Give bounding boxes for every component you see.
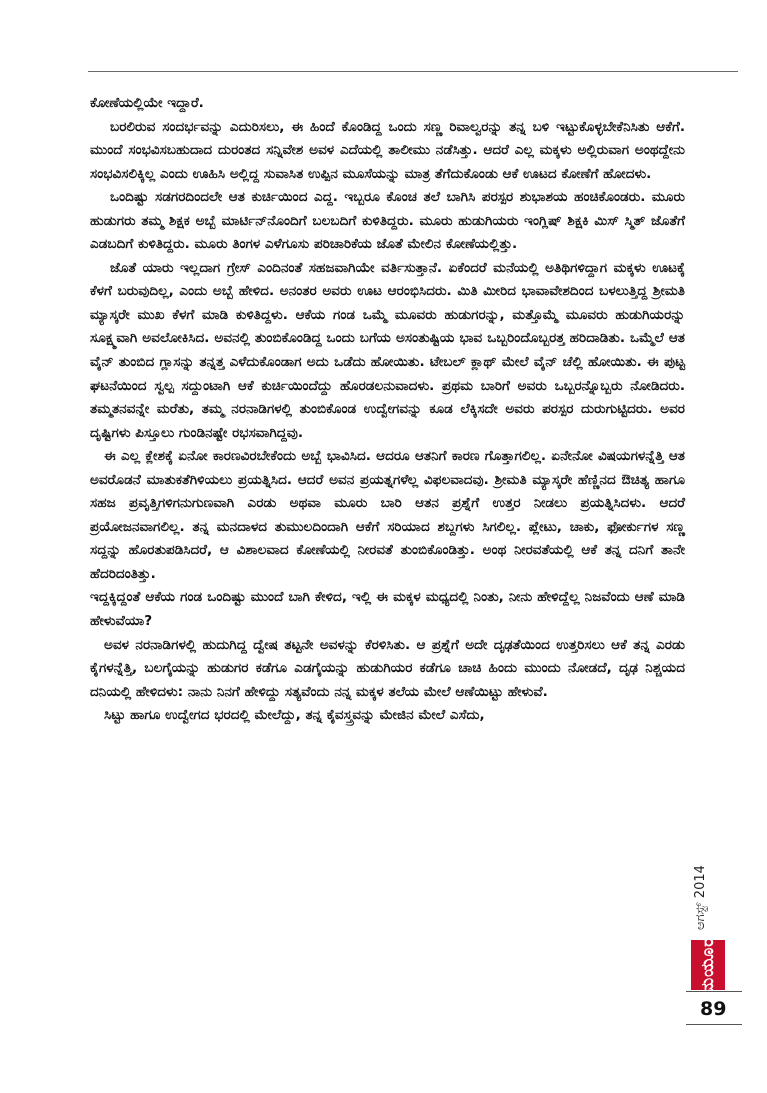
page-number-rule-top [686,991,742,992]
page-number: 89 [700,998,727,1020]
magazine-logo: ಮಯೂರ [691,940,725,990]
page-number-rule-bottom [686,1024,742,1025]
paragraph-4: ಜೊತೆ ಯಾರು ಇಲ್ಲದಾಗ ಗ್ರೇಸ್ ಎಂದಿನಂತೆ ಸಹಜವಾಗಿಯೇ ವರ್ತಿಸುತ್ತಾನೆ. ಏಕೆಂದರೆ ಮನೆಯಲ್ಲಿ ಅತಿಥಿಗಳಿದ್ದಾಗ ಮಕ್ಕಳು ಊಟಕ್ಕೆ ಕೆಳಗೆ ಬರುವುದಿಲ್ಲ, ಎಂದು ಅಬ್ಬೆ ಹೇಳಿದ. ಅನಂತರ ಅವರು ಊಟ ಆರಂಭಿಸಿದರು. ಮಿತಿ ಮೀರಿದ ಭಾವಾವೇಶದಿಂದ ಬಳಲುತ್ತಿದ್ದ ಶ್ರೀಮತಿ ಮ್ಯಾಸ್ಕರೇ ಮುಖ ಕೆಳಗೆ ಮಾಡಿ ಕುಳಿತಿದ್ದಳು. ಆಕೆಯ ಗಂಡ ಒಮ್ಮೆ ಮೂವರು ಹುಡುಗರನ್ನು, ಮತ್ತೊಮ್ಮೆ ಮೂವರು ಹುಡುಗಿಯರನ್ನು ಸೂಕ್ಷ್ಮವಾಗಿ ಅವಲೋಕಿಸಿದ. ಅವನಲ್ಲಿ ತುಂಬಿಕೊಂಡಿದ್ದ ಒಂದು ಬಗೆಯ ಅಸಂತುಷ್ಟಿಯ ಭಾವ ಒಬ್ಬರಿಂದೊಬ್ಬರತ್ತ ಹರಿದಾಡಿತು. ಒಮ್ಮೆಲೆ ಆತ ವೈನ್ ತುಂಬಿದ ಗ್ಲಾಸನ್ನು ತನ್ನತ್ತ ಎಳೆದುಕೊಂಡಾಗ ಅದು ಒಡೆದು ಹೋಯಿತು. ಟೇಬಲ್ ಕ್ಲಾಥ್ ಮೇಲೆ ವೈನ್ ಚೆಲ್ಲಿ ಹೋಯಿತು. ಈ ಪುಟ್ಟ ಘಟನೆಯಿಂದ ಸ್ವಲ್ಪ ಸದ್ದುಂಟಾಗಿ ಆಕೆ ಕುರ್ಚಿಯಿಂದೆದ್ದು ಹೊರಡಲನುವಾದಳು. ಪ್ರಥಮ ಬಾರಿಗೆ ಅವರು ಒಬ್ಬರನ್ನೊಬ್ಬರು ನೋಡಿದರು. ತಮ್ಮತನವನ್ನೇ ಮರೆತು, ತಮ್ಮ ನರನಾಡಿಗಳಲ್ಲಿ ತುಂಬಿಕೊಂಡ ಉದ್ವೇಗವನ್ನು ಕೂಡ ಲೆಕ್ಕಿಸದೇ ಅವರು ಪರಸ್ಪರ ದುರುಗುಟ್ಟಿದರು. ಅವರ ದೃಷ್ಟಿಗಳು ಪಿಸ್ತೂಲು ಗುಂಡಿನಷ್ಟೇ ರಭಸವಾಗಿದ್ದವು. [90,259,685,441]
paragraph-3: ಒಂದಿಷ್ಟು ಸಡಗರದಿಂದಲೇ ಆತ ಕುರ್ಚಿಯಿಂದ ಎದ್ದ. ಇಬ್ಬರೂ ಕೊಂಚ ತಲೆ ಬಾಗಿಸಿ ಪರಸ್ಪರ ಶುಭಾಶಯ ಹಂಚಿಕೊಂಡರು. ಮೂರು ಹುಡುಗರು ತಮ್ಮ ಶಿಕ್ಷಕ ಅಬ್ಬೆ ಮಾರ್ಟಿನ್‌ನೊಂದಿಗೆ ಬಲಬದಿಗೆ ಕುಳಿತಿದ್ದರು. ಮೂರು ಹುಡುಗಿಯರು ಇಂಗ್ಲಿಷ್ ಶಿಕ್ಷಕಿ ಮಿಸ್ ಸ್ಮಿತ್ ಜೊತೆಗೆ ಎಡಬದಿಗೆ ಕುಳಿತಿದ್ದರು. ಮೂರು ತಿಂಗಳ ಎಳೆಗೂಸು ಪರಿಚಾರಿಕೆಯ ಜೊತೆ ಮೇಲಿನ ಕೋಣೆಯಲ್ಲಿತ್ತು. [90,189,685,253]
paragraph-7: ಅವಳ ನರನಾಡಿಗಳಲ್ಲಿ ಹುದುಗಿದ್ದ ದ್ವೇಷ ತಟ್ಟನೇ ಅವಳನ್ನು ಕೆರಳಿಸಿತು. ಆ ಪ್ರಶ್ನೆಗೆ ಅದೇ ದೃಢತೆಯಿಂದ ಉತ್ತರಿಸಲು ಆಕೆ ತನ್ನ ಎರಡು ಕೈಗಳನ್ನೆತ್ತಿ, ಬಲಗೈಯನ್ನು ಹುಡುಗರ ಕಡೆಗೂ ಎಡಗೈಯನ್ನು ಹುಡುಗಿಯರ ಕಡೆಗೂ ಚಾಚಿ ಹಿಂದು ಮುಂದು ನೋಡದೆ, ದೃಢ ನಿಶ್ಚಯದ ದನಿಯಲ್ಲಿ ಹೇಳಿದಳು: ನಾನು ನಿನಗೆ ಹೇಳಿದ್ದು ಸತ್ಯವೆಂದು ನನ್ನ ಮಕ್ಕಳ ತಲೆಯ ಮೇಲೆ ಆಣೆಯಿಟ್ಟು ಹೇಳುವೆ. [90,636,685,700]
paragraph-1: ಕೋಣೆಯಲ್ಲಿಯೇ ಇದ್ದಾರೆ. [90,95,204,111]
article-body [90,92,685,728]
paragraph-6: ಇದ್ದಕ್ಕಿದ್ದಂತೆ ಆಕೆಯ ಗಂಡ ಒಂದಿಷ್ಟು ಮುಂದೆ ಬಾಗಿ ಕೇಳಿದ, ಇಲ್ಲಿ ಈ ಮಕ್ಕಳ ಮಧ್ಯದಲ್ಲಿ ನಿಂತು, ನೀನು ಹೇಳಿದ್ದೆಲ್ಲ ನಿಜವೆಂದು ಆಣೆ ಮಾಡಿ ಹೇಳುವೆಯಾ? [90,589,685,630]
paragraph-8: ಸಿಟ್ಟು ಹಾಗೂ ಉದ್ವೇಗದ ಭರದಲ್ಲಿ ಮೇಲೆದ್ದು, ತನ್ನ ಕೈವಸ್ತ್ರವನ್ನು ಮೇಜಿನ ಮೇಲೆ ಎಸೆದು, [104,707,485,724]
paragraph-5: ಈ ಎಲ್ಲ ಕ್ಲೇಶಕ್ಕೆ ಏನೋ ಕಾರಣವಿರಬೇಕೆಂದು ಅಬ್ಬೆ ಭಾವಿಸಿದ. ಆದರೂ ಆತನಿಗೆ ಕಾರಣ ಗೊತ್ತಾಗಲಿಲ್ಲ. ಏನೇನೋ ವಿಷಯಗಳನ್ನೆತ್ತಿ ಆತ ಅವರೊಡನೆ ಮಾತುಕತೆಗಿಳಿಯಲು ಪ್ರಯತ್ನಿಸಿದ. ಆದರೆ ಅವನ ಪ್ರಯತ್ನಗಳೆಲ್ಲ ವಿಫಲವಾದವು. ಶ್ರೀಮತಿ ಮ್ಯಾಸ್ಕರೇ ಹೆಣ್ಣಿನದ ಔಚಿತ್ಯ ಹಾಗೂ ಸಹಜ ಪ್ರವೃತ್ತಿಗಳಿಗನುಗುಣವಾಗಿ ಎರಡು ಅಥವಾ ಮೂರು ಬಾರಿ ಆತನ ಪ್ರಶ್ನೆಗೆ ಉತ್ತರ ನೀಡಲು ಪ್ರಯತ್ನಿಸಿದಳು. ಆದರೆ ಪ್ರಯೋಜನವಾಗಲಿಲ್ಲ. ತನ್ನ ಮನದಾಳದ ತುಮುಲದಿಂದಾಗಿ ಆಕೆಗೆ ಸರಿಯಾದ ಶಬ್ದಗಳು ಸಿಗಲಿಲ್ಲ. ಪ್ಲೇಟು, ಚಾಕು, ಫೋರ್ಕುಗಳ ಸಣ್ಣ ಸದ್ದನ್ನು ಹೊರತುಪಡಿಸಿದರೆ, ಆ ವಿಶಾಲವಾದ ಕೋಣೆಯಲ್ಲಿ ನೀರವತೆ ತುಂಬಿಕೊಂಡಿತ್ತು. ಅಂಥ ನೀರವತೆಯಲ್ಲಿ ಆಕೆ ತನ್ನ ದನಿಗೆ ತಾನೇ ಹೆದರಿದಂತಿತ್ತು. [90,448,685,582]
paragraph-2: ಬರಲಿರುವ ಸಂದರ್ಭವನ್ನು ಎದುರಿಸಲು, ಈ ಹಿಂದೆ ಕೊಂಡಿದ್ದ ಒಂದು ಸಣ್ಣ ರಿವಾಲ್ವರನ್ನು ತನ್ನ ಬಳಿ ಇಟ್ಟುಕೊಳ್ಳಬೇಕೆನಿಸಿತು ಆಕೆಗೆ. ಮುಂದೆ ಸಂಭವಿಸಬಹುದಾದ ದುರಂತದ ಸನ್ನಿವೇಶ ಅವಳ ಎದೆಯಲ್ಲಿ ತಾಲೀಮು ನಡೆಸಿತ್ತು. ಆದರೆ ಎಲ್ಲ ಮಕ್ಕಳು ಅಲ್ಲಿರುವಾಗ ಅಂಥದ್ದೇನು ಸಂಭವಿಸಲಿಕ್ಕಿಲ್ಲ ಎಂದು ಊಹಿಸಿ ಅಲ್ಲಿದ್ದ ಸುವಾಸಿತ ಉಪ್ಪಿನ ಮೂಸೆಯನ್ನು ಮಾತ್ರ ತೆಗೆದುಕೊಂಡು ಆಕೆ ಊಟದ ಕೋಣೆಗೆ ಹೋದಳು. [90,118,685,182]
top-rule [88,71,738,72]
issue-date: ಆಗಸ್ಟ್ 2014 [693,865,708,930]
